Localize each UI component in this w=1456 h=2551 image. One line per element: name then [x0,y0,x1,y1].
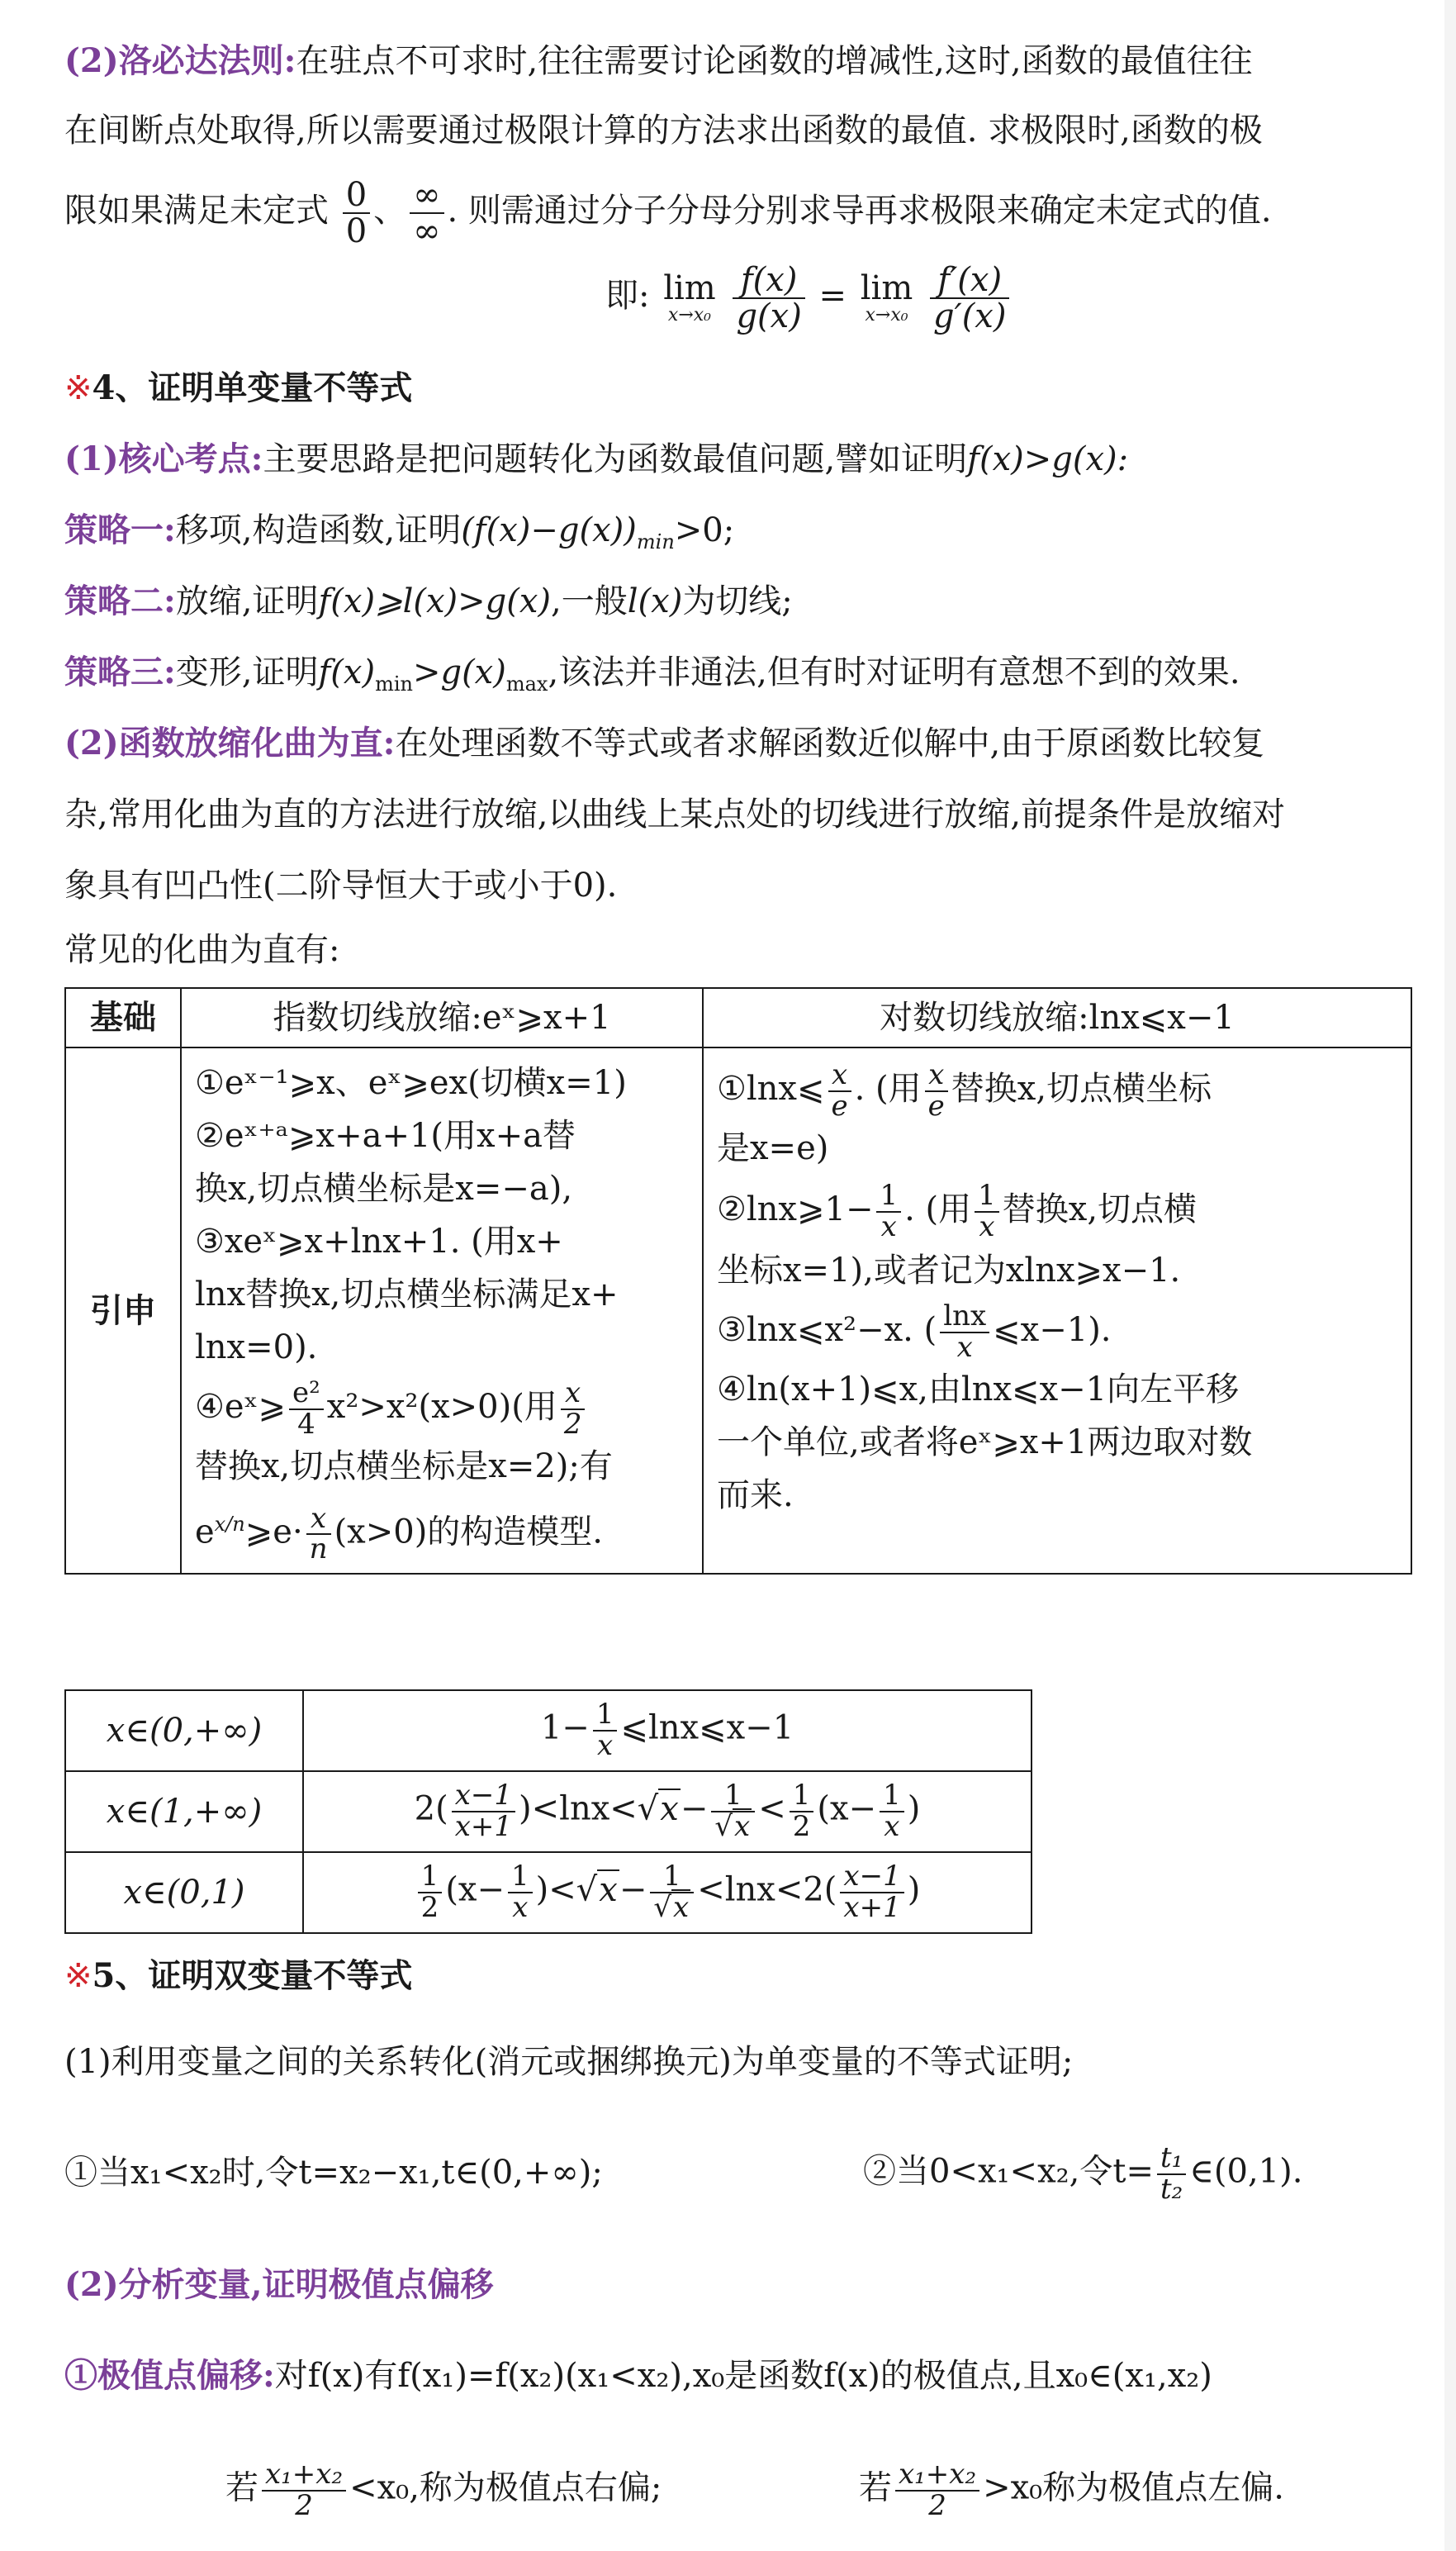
sec5-case2: ②当0<x₁<x₂,令t= $\frac{\text{t₁}}{\text{t₂}}$ ∈(0,1). [863,2141,1303,2206]
log-item1b: 是x=e) [717,1128,829,1167]
log-item4c: 而来. [717,1475,794,1514]
header-base: 基础 [65,988,181,1047]
lopital-line1 [64,36,1253,86]
exp-item2a: ②eˣ⁺ᵃ⩾x+a+1(用x+a替 [195,1117,576,1155]
exp-item3c: lnx=0). [195,1328,318,1366]
domain-cell: x∈(1,+∞) [65,1771,303,1852]
lopital-text3b: . 则需通过分子分母分别求导再求极限来确定未定式的值. [447,192,1272,230]
log-item2a: ②lnx⩾1− $\frac{1}{x}$ . (用 $\frac{1}{x}$ 替换x,切点横 [717,1179,1198,1243]
lopital-text1: 在驻点不可求时,往往需要讨论函数的增减性,这时,函数的最值往往 [296,42,1253,80]
common-label: 常见的化曲为直有: [64,931,340,969]
strategy3: 策略三:变形,证明$f(x)_{min}>g(x)_{max}$,该法并非通法,但有时对证明有意想不到的效果. [64,653,1240,696]
table-row [65,1047,1411,1574]
p2-line2: 杂,常用化曲为直的方法进行放缩,以曲线上某点处的切线进行放缩,前提条件是放缩对 [64,796,1286,834]
log-item2b: 坐标x=1),或者记为xlnx⩾x−1. [717,1251,1181,1290]
log-item3: ③lnx⩽x²−x. ( $\frac{\ln x}{x}$ ⩽x−1). [717,1299,1112,1364]
log-item4a: ④ln(x+1)⩽x,由lnx⩽x−1向左平移 [717,1370,1240,1409]
bound-cell: $\frac{1}{2}$ (x− $\frac{1}{x}$ )<√x− $\frac{1}{√x}$ <lnx<2( $\frac{x-1}{x+1}$ ) [303,1852,1032,1933]
right-skew: 若 $\frac{\text{x₁+x₂}}{2}$ <x₀,称为极值点右偏; [225,2458,662,2522]
table-row [65,1852,1032,1933]
sec4-heading [64,363,412,413]
left-skew: 若 $\frac{\text{x₁+x₂}}{2}$ >x₀称为极值点左偏. [859,2458,1284,2522]
zero-over-zero: $\frac{0}{0}$ [343,178,370,249]
domain-cell: x∈(0,+∞) [65,1690,303,1771]
scrollbar[interactable] [1444,0,1456,2551]
lopital-text3a: 限如果满足未定式 [64,192,329,230]
log-item1a: ①lnx⩽ $\frac{x}{e}$ . (用 $\frac{x}{e}$ 替换x,切点横坐标 [717,1058,1212,1123]
log-cell [703,1047,1411,1574]
log-item4b: 一个单位,或者将eˣ⩾x+1两边取对数 [717,1423,1253,1461]
sec4-title: 4、证明单变量不等式 [92,368,413,407]
lopital-line3: 限如果满足未定式 $\frac{0}{0}$ 、 $\frac{\infty}{\infty}$ . 则需通过分子分母分别求导再求极限来确定未定式的值. [64,176,1272,250]
bound-cell: 1− $\frac{1}{x}$ ⩽lnx⩽x−1 [303,1690,1032,1771]
exp-item3a: ③xeˣ⩾x+lnx+1. (用x+ [195,1223,563,1261]
table-row [65,1771,1032,1852]
sec5-heading [64,1951,412,2001]
header-log: 对数切线放缩:lnx⩽x−1 [703,988,1411,1047]
table-header-row [65,988,1411,1047]
table-row [65,1690,1032,1771]
p2-line1: (2)函数放缩化曲为直:在处理函数不等式或者求解函数近似解中,由于原函数比较复 [64,724,1265,762]
lopital-title: (2)洛必达法则: [64,41,296,80]
header-exp: 指数切线放缩:eˣ⩾x+1 [181,988,703,1047]
strategy1: 策略一:移项,构造函数,证明$(f(x)-g(x))_{min}>0$; [64,511,735,553]
tangent-table [64,987,1412,1575]
sec5-case1: ①当x₁<x₂时,令t=x₂−x₁,t∈(0,+∞); [64,2154,603,2192]
mark-icon: ※ [64,369,92,407]
p2-line3: 象具有凹凸性(二阶导恒大于或小于0). [64,867,618,905]
domain-cell: x∈(0,1) [65,1852,303,1933]
sec5-p2: (2)分析变量,证明极值点偏移 [64,2265,494,2304]
lopital-line2: 在间断点处取得,所以需要通过极限计算的方法求出函数的最值. 求极限时,函数的极 [64,112,1263,150]
exp-item4b: 替换x,切点横坐标是x=2);有 [195,1447,613,1485]
exp-cell [181,1047,703,1574]
exp-item3b: lnx替换x,切点横坐标满足x+ [195,1276,619,1314]
inf-over-inf: $\frac{\infty}{\infty}$ [410,178,443,249]
sec5-title: 5、证明双变量不等式 [92,1956,413,1995]
lopital-formula: 即: lim x→x₀ $\frac{f(x)}{g(x)}$ = lim x→x₀ $\frac{f'(x)}{g'(x)}$ [605,263,1013,334]
exp-item2b: 换x,切点横坐标是x=−a), [195,1170,573,1208]
strategy2: 策略二:放缩,证明f(x)⩾l(x)>g(x),一般l(x)为切线; [64,582,793,620]
mark-icon: ※ [64,1957,92,1995]
exp-item4a: ④eˣ⩾ $\frac{\text{e²}}{4}$ x²>x²(x>0)(用 $\frac{x}{2}$ [195,1374,689,1440]
sec5-p1: (1)利用变量之间的关系转化(消元或捆绑换元)为单变量的不等式证明; [64,2043,1074,2081]
bound-cell: 2( $\frac{x-1}{x+1}$ )<lnx<√x− $\frac{1}{√x}$ < $\frac{1}{2}$ (x− $\frac{1}{x}$ ) [303,1771,1032,1852]
log-bounds-table [64,1689,1032,1934]
sec5-p3: ①极值点偏移:对f(x)有f(x₁)=f(x₂)(x₁<x₂),x₀是函数f(x)的极值点,且x₀∈(x₁,x₂) [64,2356,1212,2395]
row-label-extension: 引申 [65,1047,181,1574]
exp-item4c: $e^{x/n}⩾e\cdot$ $\frac{x}{n}$ (x>0)的构造模型. [195,1501,604,1566]
core-line: (1)核心考点:主要思路是把问题转化为函数最值问题,譬如证明f(x)>g(x): [64,439,1129,478]
exp-item1: ①eˣ⁻¹⩾x、eˣ⩾ex(切横x=1) [195,1064,627,1102]
